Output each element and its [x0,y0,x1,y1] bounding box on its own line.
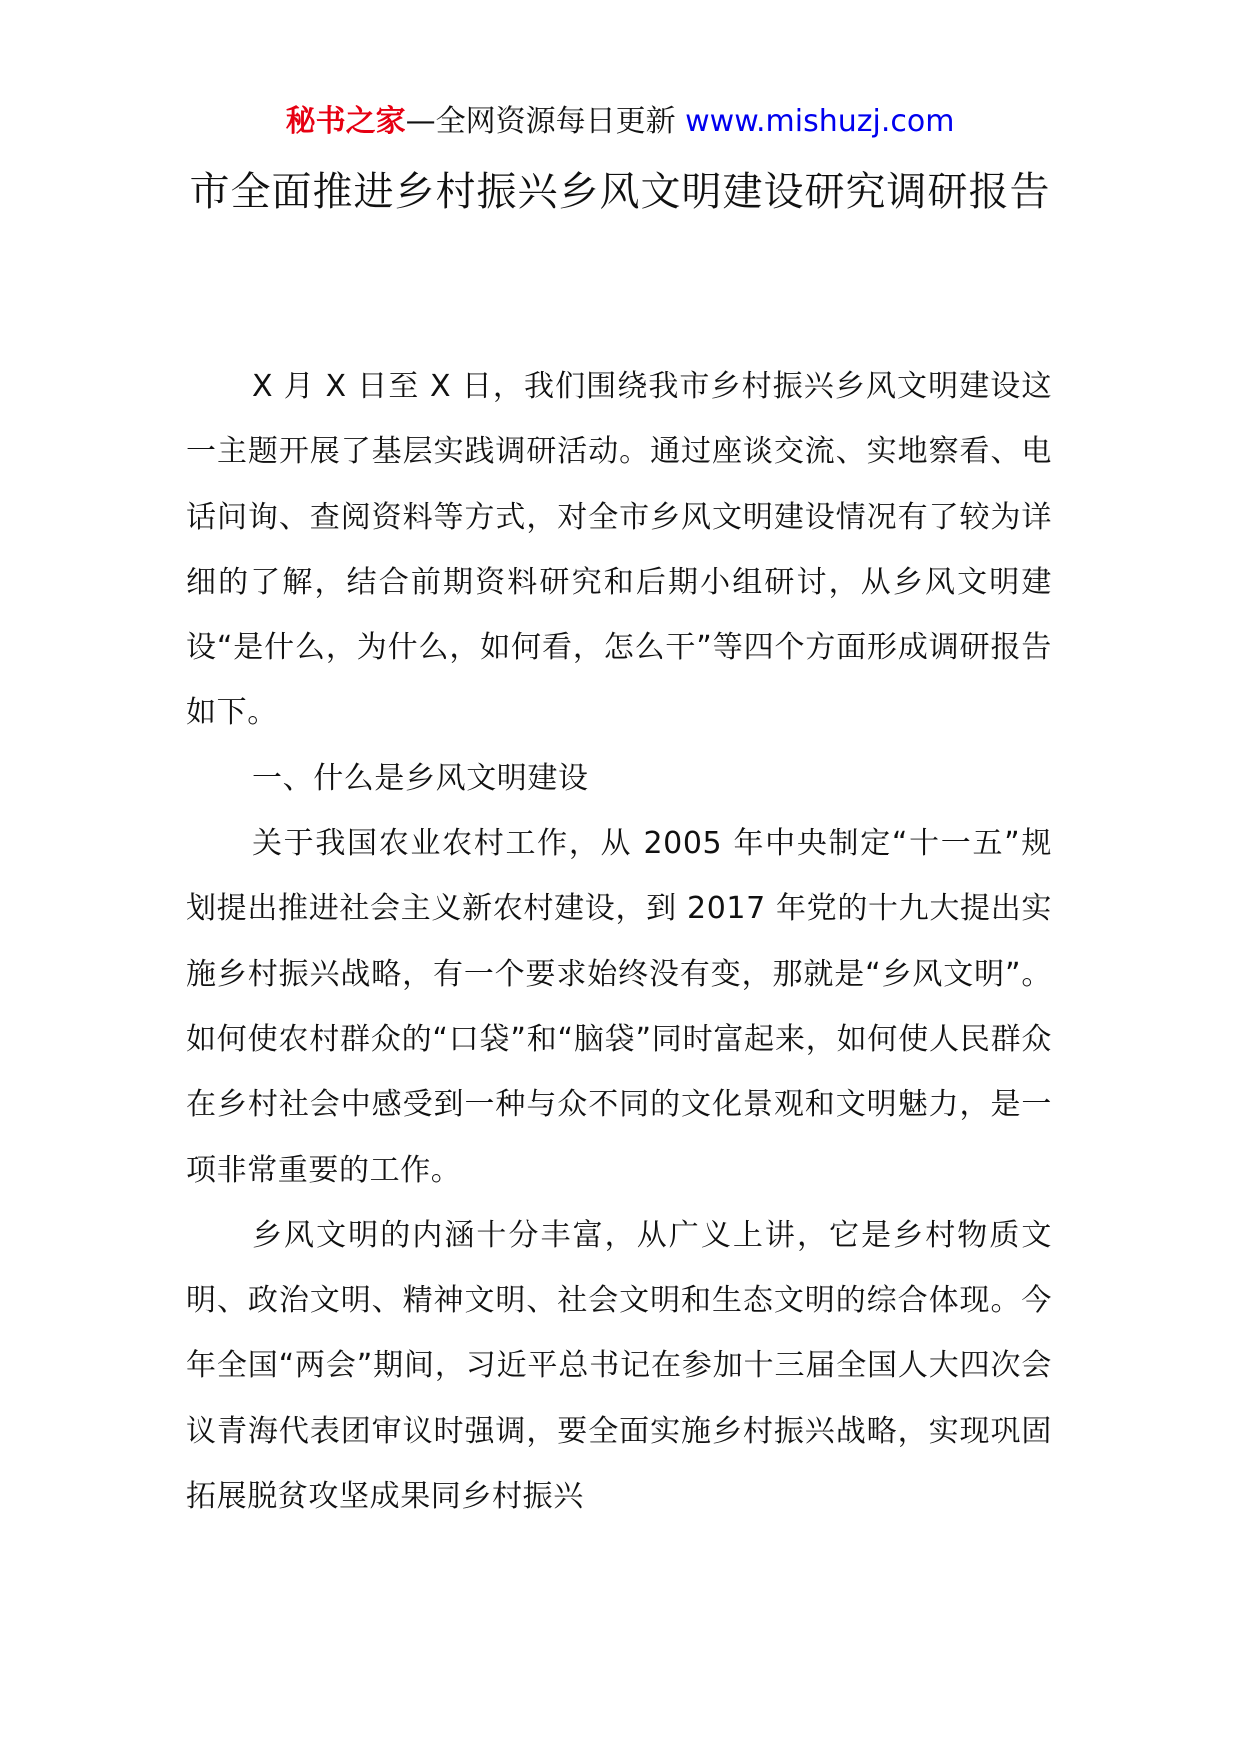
document-title: 市全面推进乡村振兴乡风文明建设研究调研报告 [189,169,1051,215]
site-header [0,100,1240,144]
section-heading: 一、什么是乡风文明建设 [252,760,589,796]
body-paragraph: 乡风文明的内涵十分丰富，从广义上讲，它是乡村物质文明、政治文明、精神文明、社会文明和生态文明的综合体现。今年全国“两会”期间，习近平总书记在参加十三届全国人大四次会议青海代表团审议时强调，要全面实施乡村振兴战略，实现巩固拓展脱贫攻坚成果同乡村振兴 [186,1217,1052,1515]
site-url-link[interactable]: www.mishuzj.com [685,104,955,139]
intro-paragraph: X 月 X 日至 X 日，我们围绕我市乡村振兴乡风文明建设这一主题开展了基层实践调研活动。通过座谈交流、实地察看、电话问询、查阅资料等方式，对全市乡风文明建设情况有了较为详细的了解，结合前期资料研究和后期小组研讨，从乡风文明建设“是什么，为什么，如何看，怎么干”等四个方面形成调研报告如下。 [186,369,1052,731]
document-body [186,354,1052,1529]
brand-name: 秘书之家 [285,104,406,139]
header-tagline: —全网资源每日更新 [405,104,686,139]
body-paragraph: 关于我国农业农村工作，从 2005 年中央制定“十一五”规划提出推进社会主义新农村建设，到 2017 年党的十九大提出实施乡村振兴战略，有一个要求始终没有变，那就是“乡风文明”。如何使农村群众的“口袋”和“脑袋”同时富起来，如何使人民群众在乡村社会中感受到一种与众不同的文化景观和文明魅力，是一项非常重要的工作。 [186,826,1052,1188]
